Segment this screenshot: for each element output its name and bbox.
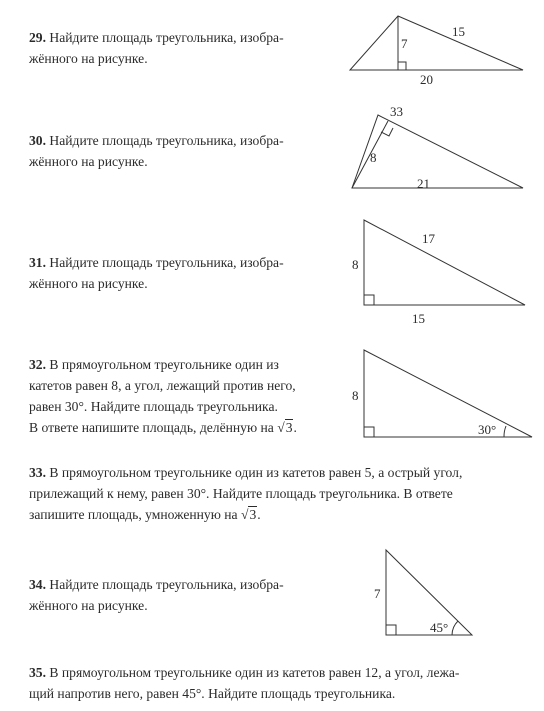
triangle-outline [364,350,532,437]
problem-number: 34. [29,577,46,592]
label-leg-8: 8 [352,388,359,403]
sqrt-expression: √3 [240,507,257,522]
problem-33 [29,462,533,525]
problem-text-line3: запишите площадь, умноженную на [29,507,238,522]
problem-text: Найдите площадь треугольника, изобра- [49,30,284,45]
problem-text-line1: В прямоугольном треугольнике один из [49,357,279,372]
problem-text-line2: катетов равен 8, а угол, лежащий против него, [29,378,296,393]
triangle-outline [386,550,472,635]
problem-text: Найдите площадь треугольника, изобра- [49,255,284,270]
sqrt-expression: √3 [277,420,293,435]
problem-number: 31. [29,255,46,270]
label-side-33: 33 [390,104,403,119]
problem-text-line2: щий напротив него, равен 45°. Найдите площадь треугольника. [29,686,396,701]
sentence-end: . [293,420,297,435]
right-angle-mark [364,295,374,305]
problem-30 [29,130,334,172]
figure-30-triangle [340,100,540,195]
sqrt-radicand: 3 [249,507,257,522]
problem-text-line1: В прямоугольном треугольнике один из катетов равен 12, а угол, лежа- [49,665,460,680]
sentence-end: . [257,507,261,522]
problem-text-line3: равен 30°. Найдите площадь треугольника. [29,399,278,414]
problem-34 [29,574,334,616]
problem-35 [29,662,533,704]
figure-32-triangle [340,340,540,440]
problem-text: Найдите площадь треугольника, изобра- [49,133,284,148]
problem-text-line2: жённого на рисунке. [29,154,148,169]
problem-29 [29,27,334,69]
angle-arc [504,426,506,437]
problem-text: Найдите площадь треугольника, изобра- [49,577,284,592]
label-side-15: 15 [452,24,465,39]
right-angle-mark [364,427,374,437]
problem-text-line2: жённого на рисунке. [29,276,148,291]
right-angle-mark [381,128,393,136]
problem-text-line2: жённого на рисунке. [29,51,148,66]
label-height-8: 8 [370,150,377,165]
problem-31 [29,252,334,294]
problem-number: 35. [29,665,46,680]
right-angle-mark [398,62,406,70]
problem-number: 32. [29,357,46,372]
right-angle-mark [386,625,396,635]
triangle-outline [352,115,523,188]
problem-number: 29. [29,30,46,45]
angle-arc [452,621,458,635]
triangle-outline [350,16,523,70]
figure-29-triangle [340,10,540,90]
figure-34-triangle [370,540,480,640]
label-hypotenuse-17: 17 [422,231,435,246]
problem-text-line4: В ответе напишите площадь, делённую на [29,420,274,435]
label-angle-45: 45° [430,620,449,635]
label-leg-15: 15 [412,311,425,326]
problem-number: 30. [29,133,46,148]
label-base-20: 20 [420,72,433,87]
sqrt-radicand: 3 [285,420,293,435]
problem-text-line1: В прямоугольном треугольнике один из катетов равен 5, а острый угол, [49,465,463,480]
label-leg-7: 7 [374,586,381,601]
triangle-outline [364,220,525,305]
label-leg-8: 8 [352,257,359,272]
label-angle-30: 30° [478,422,497,437]
problem-32 [29,354,334,438]
problem-text-line2: жённого на рисунке. [29,598,148,613]
problem-text-line2: прилежащий к нему, равен 30°. Найдите площадь треугольника. В ответе [29,486,453,501]
figure-31-triangle [340,210,540,330]
problem-number: 33. [29,465,46,480]
label-height-7: 7 [401,36,408,51]
label-side-21: 21 [417,176,430,191]
